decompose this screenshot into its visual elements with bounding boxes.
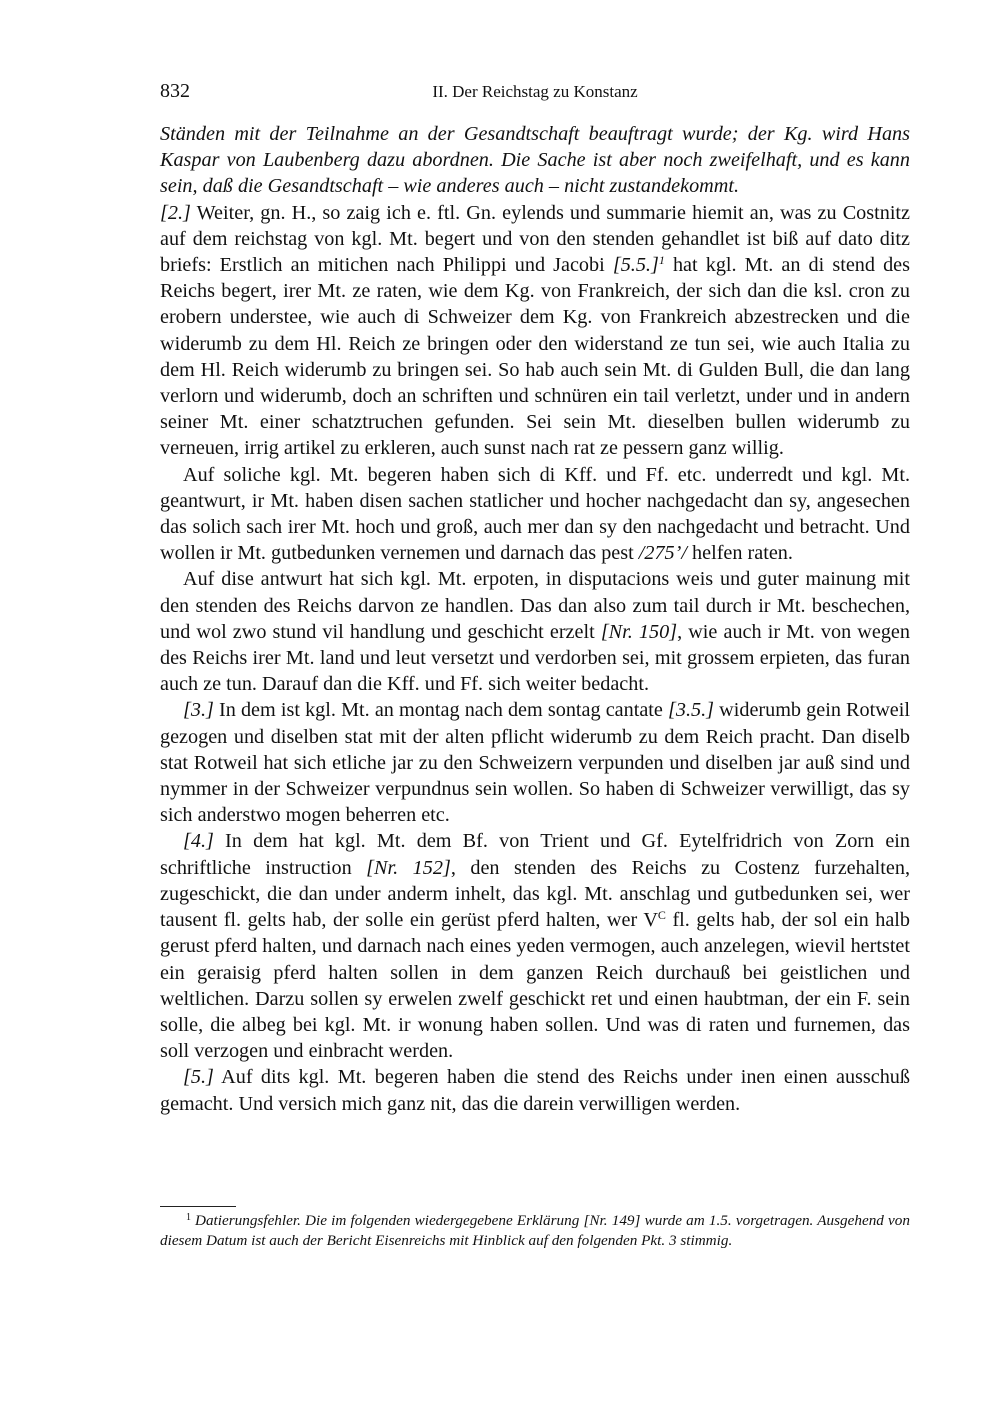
section-marker: [3.] <box>183 699 214 722</box>
paragraph-text: Auf dise antwurt hat sich kgl. Mt. erpoten, in disputacions weis und guter mainung mit den stenden des Reichs darvon ze handlen. Das dan also zum tail durch ir Mt. beschechen, und wol zwo stund vil handlung und geschicht erzelt <box>160 568 910 643</box>
section-marker: [2.] <box>160 201 191 224</box>
document-reference: [Nr. 152] <box>366 856 451 879</box>
footnote-text: Datierungsfehler. Die im folgenden wiedergegebene Erklärung [Nr. 149] wurde am 1.5. vorgetragen. Ausgehend von diesem Datum ist auch der Bericht Eisenreichs mit Hinblick auf den folgenden Pkt. 3 stimmig. <box>160 1212 910 1249</box>
paragraph-answer <box>160 566 910 697</box>
paragraph-text: hat kgl. Mt. an di stend des Reichs begert, irer Mt. ze raten, wie dem Kg. von Frankreich, der sich dan die ksl. cron zu erobern understee, wie auch di Schweizer dem Kg. von Frankreich abzestrecken und die widerumb zu dem Hl. Reich ze bringen oder den widerstand ze tun sei, wie auch Italia zu dem Hl. Reich widerumb zu bringen sei. So hab auch sein Mt. di Gulden Bull, die dan lang verlorn und widerumb, doch an schriften und schnüren ein tail verletzt, under und in andern seiner Mt. einer schatztruchen gefunden. Sei sein Mt. dieselben bullen widerumb zu verneuen, irrig artikel zu erkleren, auch sunst nach rat ze pessern ganz willig. <box>160 254 910 460</box>
section-marker: [4.] <box>183 830 214 853</box>
paragraph-text: , wie auch ir Mt. von wegen des Reichs irer Mt. land und leut versetzt und verdorben sei, mit grossem erpieten, das furan auch ze tun. Darauf dan die Kff. und Ff. sich weiter bedacht. <box>160 620 910 696</box>
paragraph-section-3 <box>160 697 910 828</box>
document-reference: [Nr. 150] <box>600 620 678 643</box>
paragraph-text: widerumb gein Rotweil gezogen und diselben stat mit der alten pflicht widerumb zu dem Reich pracht. Dan diselb stat Rotweil hat sich etliche jar zu den Schweizern verpunden und diselben jar auß sind und nymmer in der Schweizer verpundnus sein wollen. So haben di Schweizer verwilligt, das sy sich anderstwo mogen beherren etc. <box>160 699 910 827</box>
paragraph-section-4 <box>160 828 910 1064</box>
paragraph-section-5 <box>160 1064 910 1116</box>
page-number: 832 <box>160 80 190 102</box>
paragraph-text: In dem hat kgl. Mt. dem Bf. von Trient und Gf. Eytelfridrich von Zorn ein schriftliche instruction <box>160 830 910 879</box>
footnote-ref: 1 <box>658 253 665 268</box>
paragraph-response <box>160 462 910 567</box>
running-head: II. Der Reichstag zu Konstanz <box>432 82 638 101</box>
paragraph-text: fl. gelts hab, der sol ein halb gerust pferd halten, und darnach nach eines yeden vermogen, auch anzelegen, wievil hertstet ein geraisig pferd halten sollen in dem ganzen Reich durchauß bei geistlichen und weltlichen. Darzu sollen sy erwelen zwelf geschickt ret und einen haubtman, der ein F. sein solle, die albeg bei kgl. Mt. ir wonung haben sollen. Und was di raten und furnemen, das soll verzogen und einbracht werden. <box>160 909 910 1063</box>
footnote <box>160 1211 910 1251</box>
paragraph-text: Auf dits kgl. Mt. begeren haben die stend des Reichs under inen einen ausschuß gemacht. Und versich mich ganz nit, das die darein verwilligen werden. <box>160 1066 910 1115</box>
paragraph-text: Weiter, gn. H., so zaig ich e. ftl. Gn. eylends und summarie hiemit an, was zu Costnitz auf dem reichstag von kgl. Mt. begert und von den stenden gehandlet ist biß auf dato ditz briefs: Erstlich an mitichen nach Philippi und Jacobi <box>160 201 910 277</box>
date-annotation: [3.5.] <box>668 699 715 722</box>
paragraph-text: helfen raten. <box>687 542 793 565</box>
paragraph-text: Auf soliche kgl. Mt. begeren haben sich di Kff. und Ff. etc. underredt und kgl. Mt. geantwurt, ir Mt. haben disen sachen statlicher und hocher nachgedacht dan sy, angesechen das solich sach irer Mt. hoch und groß, auch mer dan sy den nachgedacht und betracht. Und wollen ir Mt. gutbedunken vernemen und darnach das pest <box>160 463 910 565</box>
paragraph-section-2 <box>160 200 910 462</box>
folio-marker: /275’/ <box>638 542 687 565</box>
paragraph-text: In dem ist kgl. Mt. an montag nach dem sontag cantate <box>213 699 669 722</box>
intro-paragraph: Ständen mit der Teilnahme an der Gesandtschaft beauftragt wurde; der Kg. wird Hans Kaspar von Laubenberg dazu abordnen. Die Sache ist aber noch zweifelhaft, und es kann sein, daß die Gesandtschaft – wie anderes auch – nicht zustandekommt. <box>160 123 910 198</box>
superscript: C <box>657 908 666 923</box>
paragraph-text: , den stenden des Reichs zu Costenz furzehalten, zugeschickt, die dan under anderm inhelt, das kgl. Mt. anschlag und gutbedunken sei, wer tausent fl. gelts hab, der solle ein gerüst pferd halten, wer V <box>160 856 911 932</box>
section-marker: [5.] <box>183 1066 214 1089</box>
date-annotation: [5.5.] <box>612 254 659 277</box>
footnote-number: 1 <box>186 1212 191 1223</box>
footnote-divider <box>160 1206 236 1207</box>
page-header <box>160 80 910 110</box>
main-text <box>160 121 910 1117</box>
